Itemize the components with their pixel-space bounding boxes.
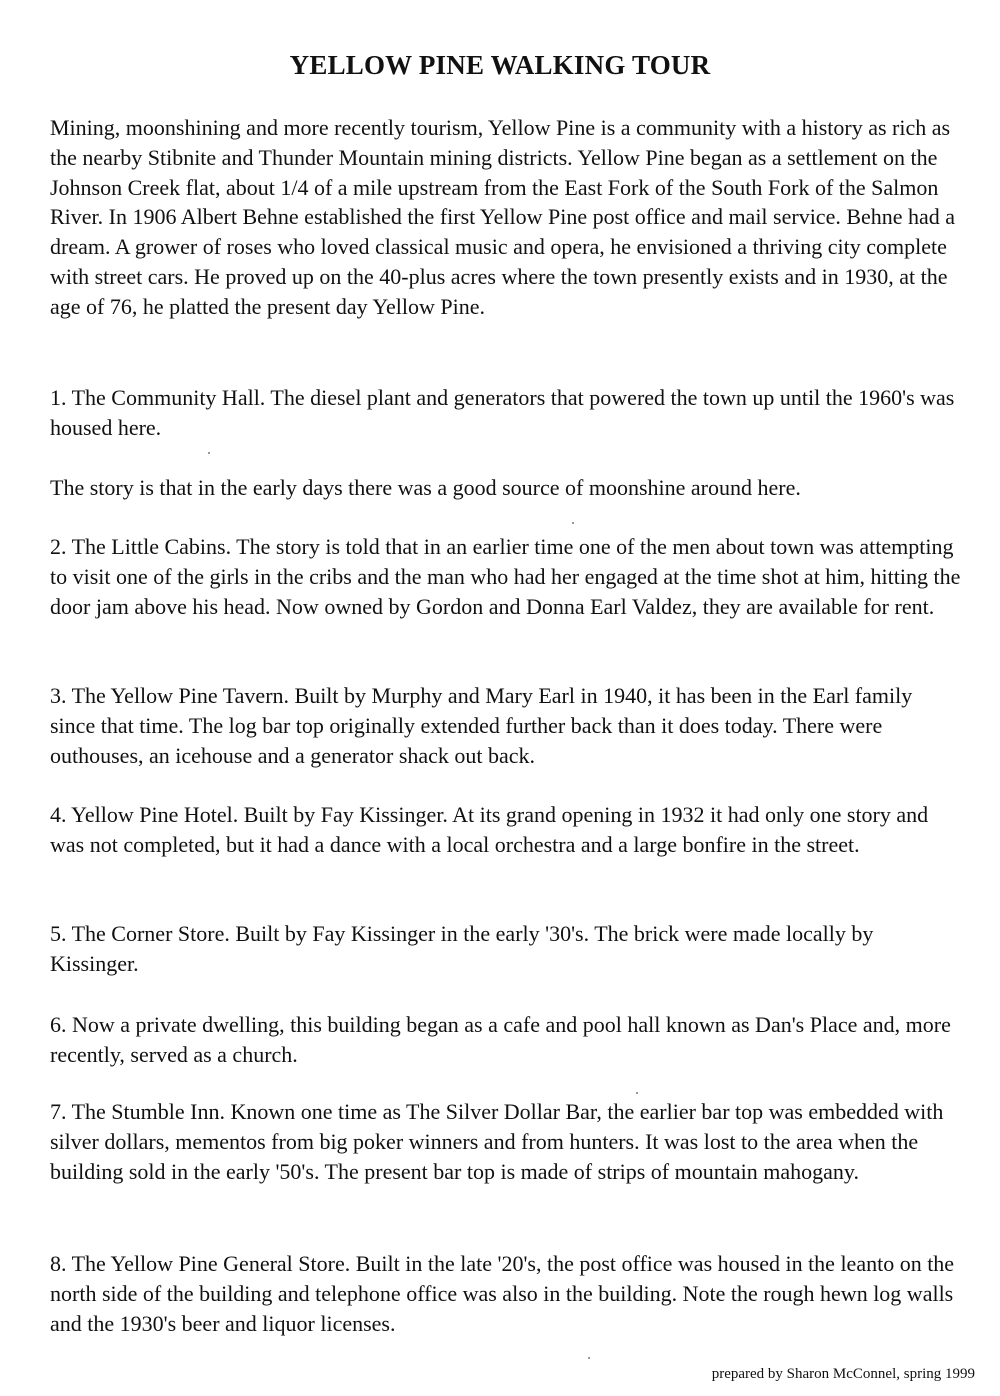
intro-paragraph: Mining, moonshining and more recently tourism, Yellow Pine is a community with a history as rich as the nearby Stibnite and Thunder Mountain mining districts. Yellow Pine began as a settlement on the Johnson Creek flat, about 1/4 of a mile upstream from the East Fork of the South Fork of the Salmon River. In 1906 Albert Behne established the first Yellow Pine post office and mail service. Behne had a dream. A grower of roses who loved classical music and opera, he envisioned a thriving city complete with street cars. He proved up on the 40-plus acres where the town presently exists and in 1930, at the age of 76, he platted the present day Yellow Pine. [50,115,956,319]
tour-stop-1-community-hall: 1. The Community Hall. The diesel plant and generators that powered the town up until the 1960's was housed here. [50,385,955,440]
tour-stop-2-little-cabins: 2. The Little Cabins. The story is told that in an earlier time one of the men about town was attempting to visit one of the girls in the cribs and the man who had her engaged at the time shot at him, hitting the door jam above his head. Now owned by Gordon and Donna Earl Valdez, they are available for rent. [50,534,961,619]
tour-stop-8-general-store: 8. The Yellow Pine General Store. Built in the late '20's, the post office was housed in the leanto on the north side of the building and telephone office was also in the building. Note the rough hewn log walls and the 1930's beer and liquor licenses. [50,1251,955,1336]
tour-stop-4-hotel: 4. Yellow Pine Hotel. Built by Fay Kissinger. At its grand opening in 1932 it had only one story and was not completed, but it had a dance with a local orchestra and a large bonfire in the street. [50,802,929,857]
tour-stop-5-corner-store: 5. The Corner Store. Built by Fay Kissinger in the early '30's. The brick were made locally by Kissinger. [50,921,874,976]
moonshine-note-paragraph: The story is that in the early days there was a good source of moonshine around here. [50,475,801,500]
scan-speck [572,522,574,524]
scan-speck [588,1357,590,1359]
tour-stop-7-stumble-inn: 7. The Stumble Inn. Known one time as The Silver Dollar Bar, the earlier bar top was embedded with silver dollars, mementos from big poker winners and from hunters. It was lost to the area when the building sold in the early '50's. The present bar top is made of strips of mountain mahogany. [50,1099,944,1184]
tour-stop-3-tavern: 3. The Yellow Pine Tavern. Built by Murphy and Mary Earl in 1940, it has been in the Earl family since that time. The log bar top originally extended further back than it does today. There were outhouses, an icehouse and a generator shack out back. [50,683,913,768]
author-credit: prepared by Sharon McConnel, spring 1999 [711,1366,975,1382]
tour-stop-6-private-dwelling: 6. Now a private dwelling, this building began as a cafe and pool hall known as Dan's Place and, more recently, served as a church. [50,1012,951,1067]
document-title: YELLOW PINE WALKING TOUR [289,50,711,80]
scan-speck [208,452,210,454]
scan-speck [636,1092,638,1094]
